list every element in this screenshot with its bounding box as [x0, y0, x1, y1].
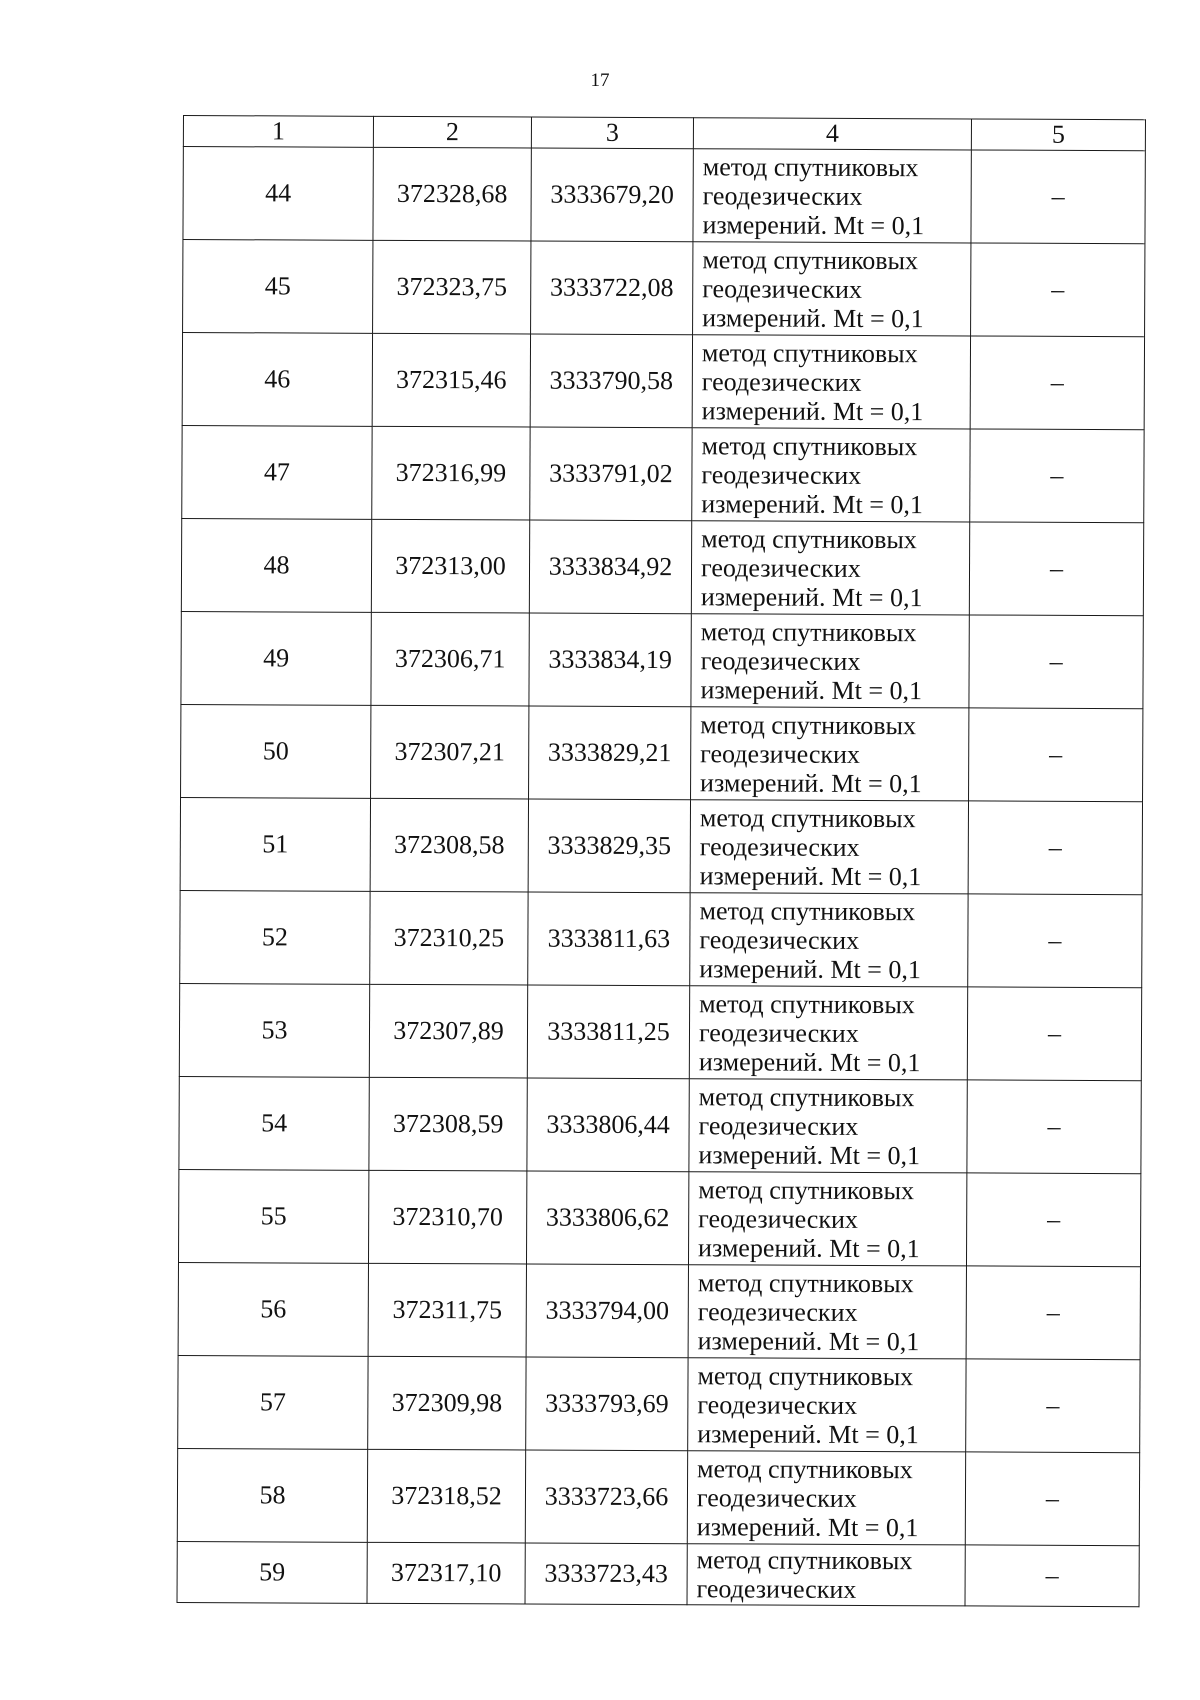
x-coordinate-cell: 372309,98: [368, 1356, 526, 1450]
table-row: [181, 704, 1143, 801]
method-line: измерений. Mt = 0,1: [702, 302, 924, 333]
method-line: геодезических: [699, 924, 860, 955]
y-coordinate-cell: 3333794,00: [526, 1264, 688, 1358]
method-cell: [687, 1451, 965, 1545]
y-coordinate-cell: 3333793,69: [526, 1357, 688, 1451]
method-line: геодезических: [697, 1389, 858, 1420]
method-line: измерений. Mt = 0,1: [696, 1511, 919, 1542]
y-coordinate-cell: 3333806,44: [527, 1078, 689, 1172]
note-cell: –: [969, 708, 1143, 802]
header-row: [183, 116, 1145, 151]
note-cell: –: [971, 243, 1145, 337]
method-line: измерений. Mt = 0,1: [698, 1139, 921, 1170]
note-cell: –: [969, 522, 1143, 616]
table-row: [177, 1448, 1139, 1545]
method-cell: [692, 335, 970, 429]
note-cell: –: [970, 429, 1144, 523]
method-line: геодезических: [698, 1203, 858, 1234]
x-coordinate-cell: 372313,00: [371, 519, 529, 613]
point-number-cell: 56: [178, 1262, 368, 1356]
table-row: [183, 240, 1145, 337]
x-coordinate-cell: 372306,71: [371, 612, 529, 706]
method-line: измерений. Mt = 0,1: [698, 1046, 921, 1077]
method-line: геодезических: [700, 645, 861, 676]
y-coordinate-cell: 3333679,20: [531, 148, 693, 242]
table-row: [179, 983, 1141, 1080]
method-cell: [690, 893, 968, 987]
point-number-cell: 48: [181, 518, 371, 612]
x-coordinate-cell: 372308,59: [369, 1077, 527, 1171]
y-coordinate-cell: 3333790,58: [530, 334, 692, 428]
point-number-cell: 50: [181, 704, 371, 798]
method-line: метод спутниковых: [702, 151, 919, 182]
method-line: измерений. Mt = 0,1: [697, 1418, 919, 1449]
point-number-cell: 46: [182, 333, 372, 427]
table-row: [177, 1541, 1139, 1606]
x-coordinate-cell: 372310,70: [368, 1170, 526, 1264]
page-number: 17: [590, 70, 610, 91]
table-row: [178, 1355, 1140, 1452]
x-coordinate-cell: 372328,68: [373, 147, 531, 241]
table-row: [181, 518, 1143, 615]
table-row: [179, 1076, 1141, 1173]
x-coordinate-cell: 372316,99: [372, 426, 530, 520]
x-coordinate-cell: 372317,10: [367, 1542, 525, 1604]
method-line: измерений. Mt = 0,1: [698, 1232, 920, 1263]
method-line: метод спутниковых: [701, 430, 918, 461]
method-line: измерений. Mt = 0,1: [701, 488, 923, 519]
note-cell: –: [969, 615, 1143, 709]
method-cell: [689, 1079, 967, 1173]
note-cell: –: [971, 150, 1145, 244]
table-row: [182, 333, 1144, 430]
method-cell: [688, 1172, 966, 1266]
method-cell: [688, 1358, 966, 1452]
point-number-cell: 57: [178, 1355, 368, 1449]
note-cell: –: [968, 801, 1142, 895]
point-number-cell: 47: [182, 425, 372, 519]
method-line: метод спутниковых: [698, 1081, 915, 1112]
table-body: [177, 147, 1145, 1607]
table-row: [182, 425, 1144, 522]
method-cell: [691, 707, 969, 801]
point-number-cell: 49: [181, 611, 371, 705]
method-cell: [691, 614, 969, 708]
method-line: геодезических: [699, 831, 860, 862]
method-line: метод спутниковых: [699, 895, 916, 926]
point-number-cell: 59: [177, 1541, 367, 1603]
table-row: [181, 611, 1143, 708]
y-coordinate-cell: 3333811,25: [527, 985, 689, 1079]
x-coordinate-cell: 372307,89: [369, 984, 527, 1078]
method-line: измерений. Mt = 0,1: [700, 674, 923, 705]
column-header-4: 4: [693, 118, 971, 150]
method-line: геодезических: [701, 459, 862, 490]
table-row: [180, 797, 1142, 894]
column-header-1: 1: [183, 116, 373, 148]
method-line: метод спутниковых: [700, 709, 917, 740]
method-cell: [687, 1544, 965, 1606]
note-cell: –: [967, 1080, 1141, 1174]
y-coordinate-cell: 3333829,35: [528, 799, 690, 893]
method-line: геодезических: [697, 1296, 858, 1327]
note-cell: –: [970, 336, 1144, 430]
point-number-cell: 55: [178, 1169, 368, 1263]
point-number-cell: 53: [179, 983, 369, 1077]
method-cell: [693, 149, 971, 243]
x-coordinate-cell: 372307,21: [371, 705, 529, 799]
point-number-cell: 58: [177, 1448, 367, 1542]
method-line: метод спутниковых: [698, 1174, 915, 1205]
point-number-cell: 51: [180, 797, 370, 891]
method-cell: [690, 800, 968, 894]
y-coordinate-cell: 3333723,66: [525, 1450, 687, 1544]
y-coordinate-cell: 3333834,92: [529, 520, 691, 614]
column-header-5: 5: [971, 119, 1145, 151]
method-cell: [692, 428, 970, 522]
table-row: [178, 1262, 1140, 1359]
method-line: измерений. Mt = 0,1: [702, 209, 925, 240]
x-coordinate-cell: 372308,58: [370, 798, 528, 892]
method-line: геодезических: [700, 552, 861, 583]
note-cell: –: [966, 1173, 1140, 1267]
point-number-cell: 45: [183, 240, 373, 334]
table-row: [178, 1169, 1140, 1266]
method-line: геодезических: [698, 1110, 859, 1141]
method-line: измерений. Mt = 0,1: [699, 953, 921, 984]
x-coordinate-cell: 372310,25: [370, 891, 528, 985]
y-coordinate-cell: 3333834,19: [529, 613, 691, 707]
note-cell: –: [965, 1452, 1139, 1546]
y-coordinate-cell: 3333811,63: [528, 892, 690, 986]
method-line: метод спутниковых: [697, 1267, 914, 1298]
note-cell: –: [966, 1266, 1140, 1360]
method-line: метод спутниковых: [696, 1545, 913, 1576]
x-coordinate-cell: 372311,75: [368, 1263, 526, 1357]
method-line: измерений. Mt = 0,1: [701, 395, 924, 426]
note-cell: –: [965, 1545, 1139, 1607]
table-row: [180, 890, 1142, 987]
method-line: метод спутниковых: [702, 244, 919, 275]
method-line: геодезических: [696, 1482, 857, 1513]
method-line: измерений. Mt = 0,1: [697, 1325, 920, 1356]
x-coordinate-cell: 372323,75: [373, 240, 531, 334]
note-cell: –: [967, 987, 1141, 1081]
method-line: геодезических: [701, 366, 862, 397]
y-coordinate-cell: 3333791,02: [530, 427, 692, 521]
method-line: геодезических: [696, 1574, 857, 1604]
coordinates-table-wrapper: [177, 115, 1146, 1607]
method-line: метод спутниковых: [699, 802, 916, 833]
method-cell: [693, 242, 971, 336]
method-line: геодезических: [702, 180, 863, 211]
note-cell: –: [966, 1359, 1140, 1453]
method-cell: [691, 521, 969, 615]
method-line: измерений. Mt = 0,1: [699, 860, 922, 891]
method-line: измерений. Mt = 0,1: [700, 581, 923, 612]
y-coordinate-cell: 3333723,43: [525, 1543, 687, 1605]
y-coordinate-cell: 3333829,21: [529, 706, 691, 800]
x-coordinate-cell: 372318,52: [367, 1449, 525, 1543]
x-coordinate-cell: 372315,46: [372, 333, 530, 427]
table-row: [183, 147, 1145, 244]
point-number-cell: 54: [179, 1076, 369, 1170]
y-coordinate-cell: 3333806,62: [526, 1171, 688, 1265]
point-number-cell: 44: [183, 147, 373, 241]
method-line: метод спутниковых: [700, 616, 917, 647]
method-line: геодезических: [702, 273, 863, 304]
method-line: геодезических: [698, 1017, 859, 1048]
method-line: метод спутниковых: [697, 1360, 914, 1391]
method-line: измерений. Mt = 0,1: [700, 767, 922, 798]
method-line: метод спутниковых: [699, 988, 915, 1019]
method-line: геодезических: [700, 738, 861, 769]
note-cell: –: [968, 894, 1142, 988]
column-header-2: 2: [373, 116, 531, 148]
method-line: метод спутниковых: [701, 523, 917, 554]
method-line: метод спутниковых: [701, 337, 918, 368]
method-cell: [688, 1265, 966, 1359]
y-coordinate-cell: 3333722,08: [531, 241, 693, 335]
method-line: метод спутниковых: [697, 1453, 913, 1484]
point-number-cell: 52: [180, 890, 370, 984]
method-cell: [689, 986, 967, 1080]
column-header-3: 3: [531, 117, 693, 149]
coordinates-table: [177, 115, 1146, 1607]
